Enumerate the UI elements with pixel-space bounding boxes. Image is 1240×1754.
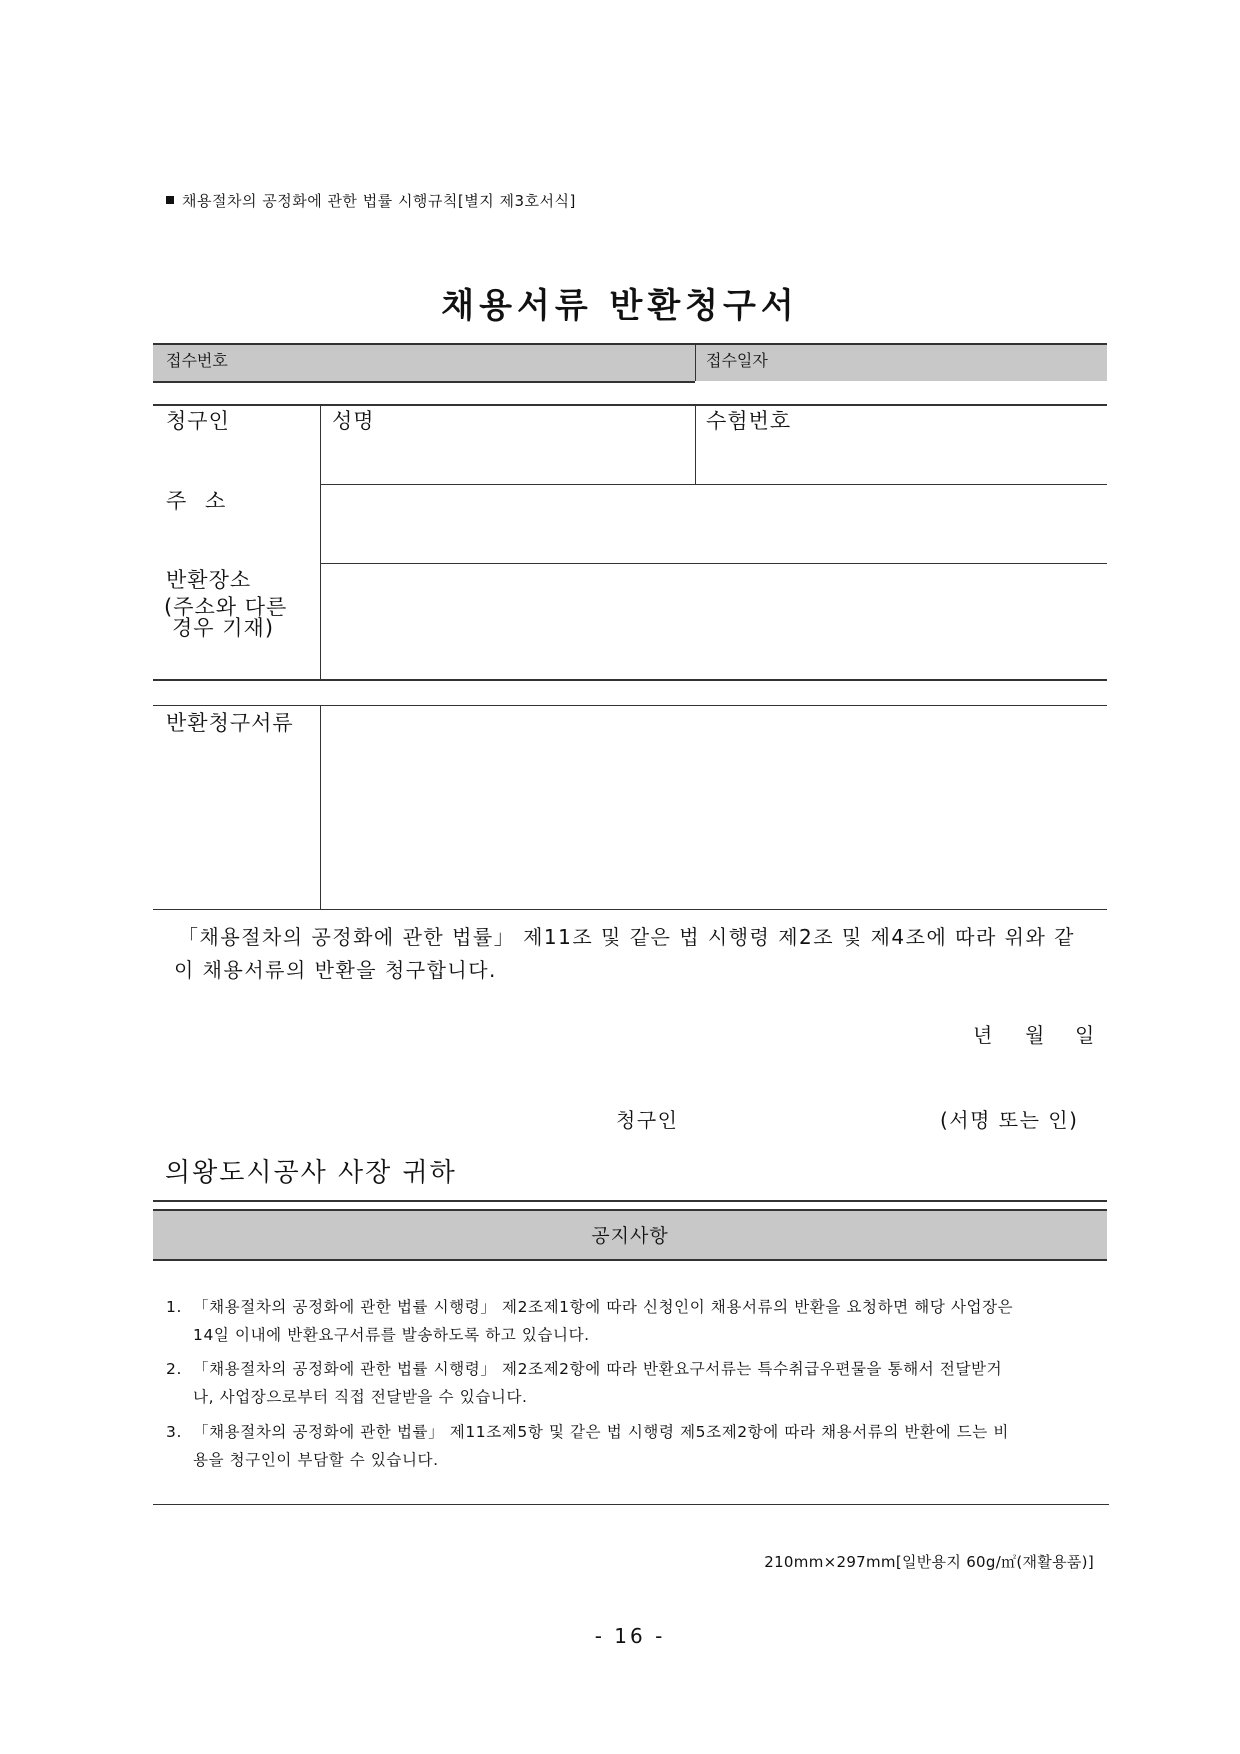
return-place-note-1: (주소와 다른 (164, 595, 288, 619)
address-field[interactable] (330, 490, 1100, 558)
paper-spec: 210mm×297mm[일반용지 60g/㎡(재활용품)] (764, 1553, 1094, 1571)
date-day: 일 (1075, 1023, 1096, 1047)
date-year: 년 (973, 1023, 994, 1047)
notice-item-1-line-1: 「채용절차의 공정화에 관한 법률 시행령」 제2조제1항에 따라 신청인이 채용서류의 반환을 요청하면 해당 사업장은 (193, 1298, 1014, 1316)
page-number: - 16 - (594, 1624, 666, 1648)
exam-number-field[interactable] (704, 436, 1099, 476)
signature-field[interactable] (700, 1105, 930, 1139)
square-bullet-icon (166, 196, 174, 204)
address-label: 주 소 (166, 489, 232, 513)
notice-item-3-line-2: 용을 청구인이 부담할 수 있습니다. (193, 1451, 439, 1469)
page-title: 채용서류 반환청구서 (441, 286, 799, 326)
notice-item-3-number: 3. (166, 1423, 182, 1441)
form-reference-text: 채용절차의 공정화에 관한 법률 시행규칙[별지 제3호서식] (182, 192, 576, 210)
notice-item-3-line-1: 「채용절차의 공정화에 관한 법률」 제11조제5항 및 같은 법 시행령 제5조제2항에 따라 채용서류의 반환에 드는 비 (193, 1423, 1009, 1441)
notice-item-1-number: 1. (166, 1298, 182, 1316)
notice-item-2-line-2: 나, 사업장으로부터 직접 전달받을 수 있습니다. (193, 1388, 528, 1406)
return-place-field[interactable] (330, 570, 1100, 670)
name-field[interactable] (330, 436, 685, 476)
receipt-number-field[interactable] (290, 345, 690, 379)
return-place-label: 반환장소 (166, 568, 252, 592)
documents-label: 반환청구서류 (166, 711, 294, 735)
return-place-note-2: 경우 기재) (172, 616, 275, 640)
receipt-number-label: 접수번호 (166, 351, 228, 370)
statement-line-1: 「채용절차의 공정화에 관한 법률」 제11조 및 같은 법 시행령 제2조 및 제4조에 따라 위와 같 (178, 925, 1075, 949)
date-month: 월 (1025, 1023, 1046, 1047)
receipt-date-label: 접수일자 (706, 351, 768, 370)
addressee: 의왕도시공사 사장 귀하 (165, 1158, 457, 1188)
exam-number-label: 수험번호 (706, 409, 792, 433)
statement-line-2: 이 채용서류의 반환을 청구합니다. (174, 958, 497, 982)
notice-item-2-number: 2. (166, 1360, 182, 1378)
notice-title: 공지사항 (591, 1225, 669, 1247)
notice-item-1-line-2: 14일 이내에 반환요구서류를 발송하도록 하고 있습니다. (193, 1326, 590, 1344)
name-label: 성명 (332, 409, 375, 433)
form-reference-note (166, 190, 576, 211)
signature-note: (서명 또는 인) (940, 1108, 1079, 1132)
receipt-date-field[interactable] (800, 345, 1100, 379)
documents-field[interactable] (330, 712, 1100, 902)
applicant-section-label: 청구인 (166, 409, 230, 433)
notice-item-2-line-1: 「채용절차의 공정화에 관한 법률 시행령」 제2조제2항에 따라 반환요구서류는 특수취급우편물을 통해서 전달받거 (193, 1360, 1003, 1378)
signature-label: 청구인 (616, 1108, 679, 1132)
